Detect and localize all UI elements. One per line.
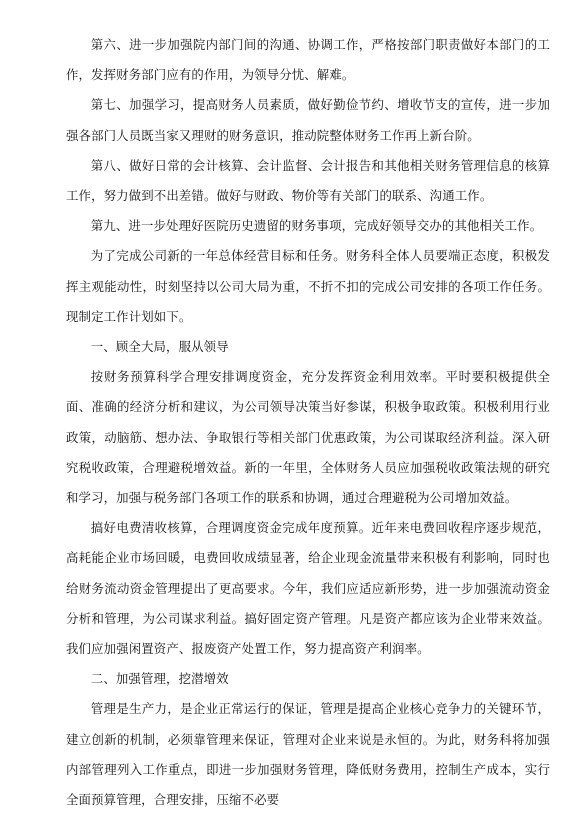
- document-body: [66, 30, 550, 815]
- paragraph-item-7: 第七、加强学习，提高财务人员素质，做好勤俭节约、增收节支的宣传，进一步加强各部门人员既当家又理财的财务意识，推动院整体财务工作再上新台阶。: [66, 97, 550, 143]
- section-1-paragraph-2: 搞好电费清收核算，合理调度资金完成年度预算。近年来电费回收程序逐步规范，高耗能企业市场回暖，电费回收成绩显著，给企业现金流量带来积极有利影响，同时也给财务流动资金管理提出了更高要求。今年，我们应适应新形势，进一步加强流动资金分析和管理，为公司谋求利益。搞好固定资产管理。凡是资产都应该为企业带来效益。我们应加强闲置资产、报废资产处置工作，努力提高资产利润率。: [66, 520, 550, 657]
- intro-paragraph: 为了完成公司新的一年总体经营目标和任务。财务科全体人员要端正态度，积极发挥主观能动性，时刻坚持以公司大局为重，不折不扣的完成公司安排的各项工作任务。现制定工作计划如下。: [66, 248, 550, 324]
- section-heading-2: 二、加强管理，挖潜增效: [90, 671, 229, 687]
- section-heading-1: 一、顾全大局，服从领导: [90, 339, 229, 355]
- paragraph-item-8: 第八、做好日常的会计核算、会计监督、会计报告和其他相关财务管理信息的核算工作，努力做到不出差错。做好与财政、物价等有关部门的联系、沟通工作。: [66, 157, 550, 204]
- section-2-paragraph-1: 管理是生产力，是企业正常运行的保证，管理是提高企业核心竞争力的关键环节，建立创新的机制，必须靠管理来保证，管理对企业来说是永恒的。为此，财务科将加强内部管理列入工作重点，即进一步加强财务管理，降低财务费用，控制生产成本，实行全面预算管理，合理安排，压缩不必要: [66, 701, 550, 808]
- paragraph-item-6: 第六、进一步加强院内部门间的沟通、协调工作，严格按部门职责做好本部门的工作，发挥财务部门应有的作用，为领导分忧、解难。: [66, 37, 550, 83]
- paragraph-item-9: 第九、进一步处理好医院历史遗留的财务事项，完成好领导交办的其他相关工作。: [90, 218, 543, 234]
- section-1-paragraph-1: 按财务预算科学合理安排调度资金，充分发挥资金利用效率。平时要积极提供全面、准确的经济分析和建议，为公司领导决策当好参谋，积极争取政策。积极利用行业政策，动脑筋、想办法、争取银行等相关部门优惠政策，为公司谋取经济利益。深入研究税收政策，合理避税增效益。新的一年里，全体财务人员应加强税收政策法规的研究和学习，加强与税务部门各项工作的联系和协调，通过合理避税为公司增加效益。: [66, 369, 550, 506]
